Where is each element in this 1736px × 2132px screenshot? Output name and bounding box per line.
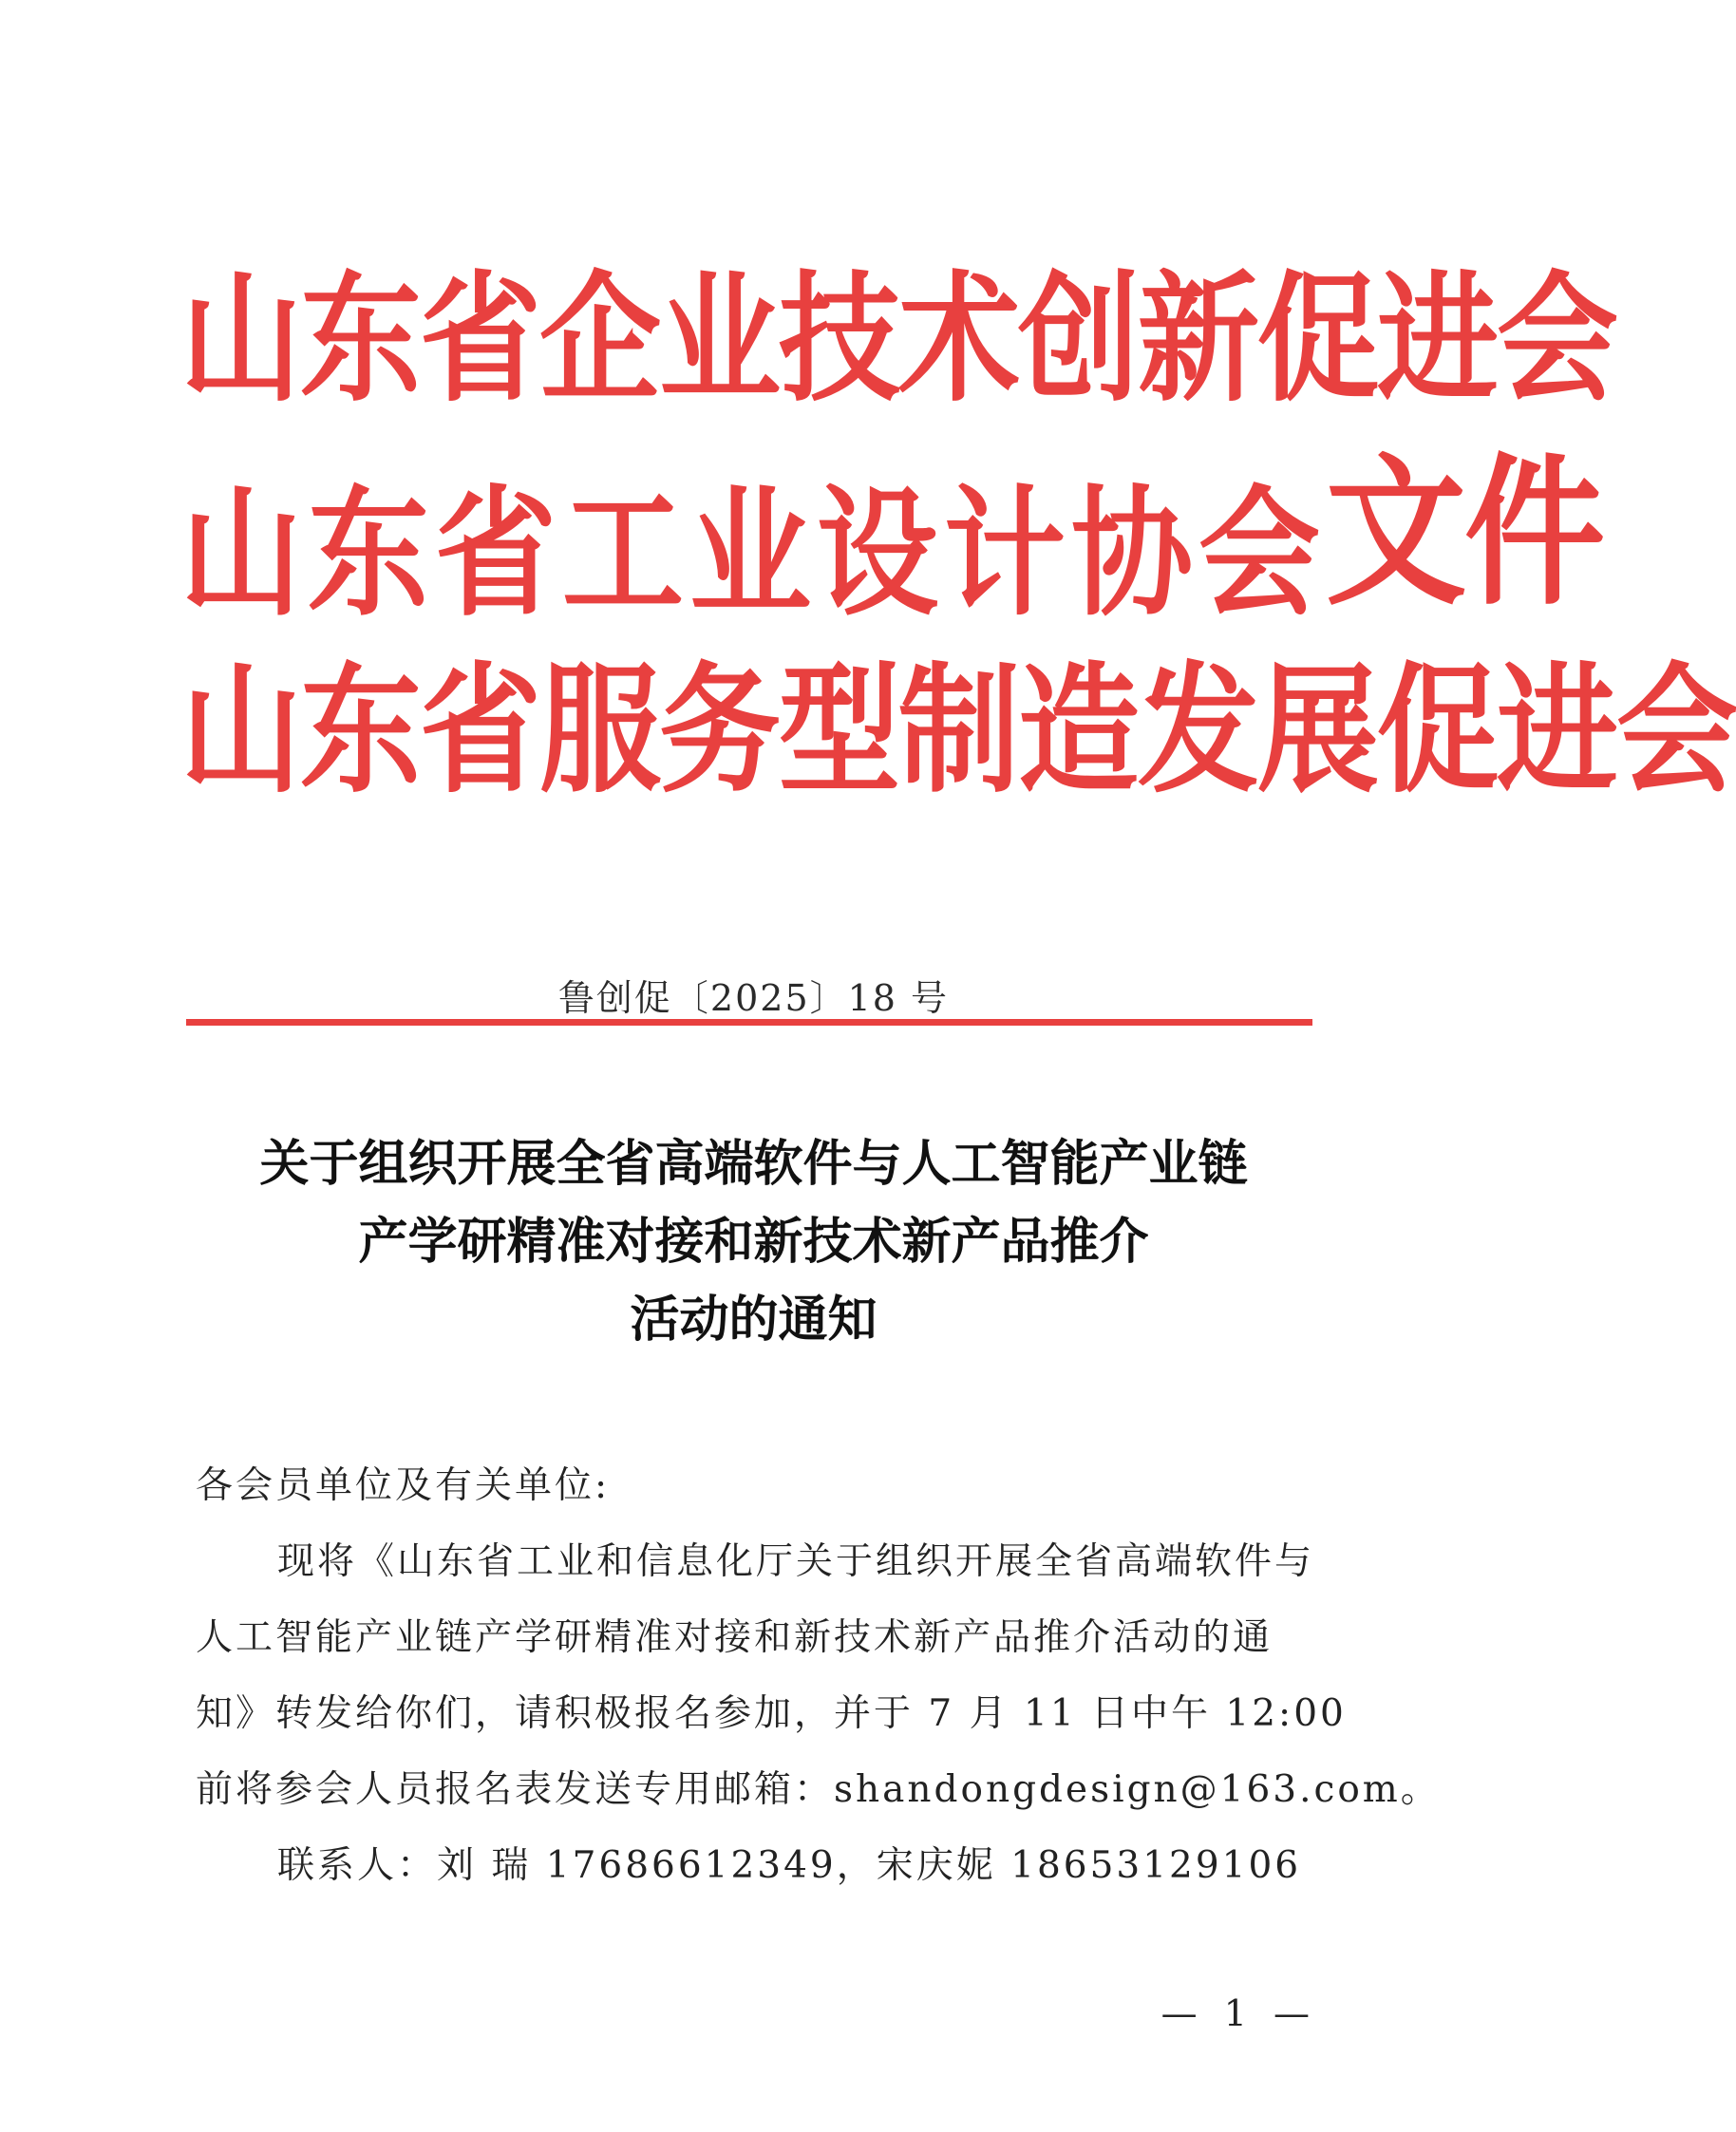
paragraph-line-4: 前将参会人员报名表发送专用邮箱：shandongdesign@163.com。 bbox=[196, 1768, 1441, 1811]
document-body bbox=[196, 1448, 1441, 1904]
header-divider bbox=[186, 1019, 1312, 1026]
page-number: — 1 — bbox=[1160, 1992, 1317, 2034]
issuing-org-1: 山东省企业技术创新促进会 bbox=[180, 258, 1617, 422]
salutation: 各会员单位及有关单位: bbox=[196, 1464, 611, 1507]
paragraph-line-1: 现将《山东省工业和信息化厅关于组织开展全省高端软件与 bbox=[277, 1540, 1315, 1583]
title-line-1: 关于组织开展全省高端软件与人工智能产业链 bbox=[259, 1136, 1248, 1193]
issuing-org-3: 山东省服务型制造发展促进会 bbox=[180, 650, 1736, 813]
paragraph-line-3: 知》转发给你们，请积极报名参加，并于 7 月 11 日中午 12:00 bbox=[196, 1692, 1347, 1735]
title-line-2: 产学研精准对接和新技术新产品推介 bbox=[358, 1214, 1149, 1271]
document-number: 鲁创促〔2025〕18 号 bbox=[557, 977, 950, 1019]
title-line-3: 活动的通知 bbox=[630, 1292, 877, 1349]
issuing-org-2-name: 山东省工业设计协会 bbox=[180, 473, 1327, 636]
issuing-org-2 bbox=[180, 439, 1604, 636]
paragraph-line-2: 人工智能产业链产学研精准对接和新技术新产品推介活动的通 bbox=[196, 1616, 1274, 1659]
contact-line: 联系人：刘 瑞 17686612349，宋庆妮 18653129106 bbox=[277, 1844, 1302, 1887]
document-suffix: 文件 bbox=[1326, 439, 1604, 628]
document-title bbox=[0, 1125, 1507, 1359]
